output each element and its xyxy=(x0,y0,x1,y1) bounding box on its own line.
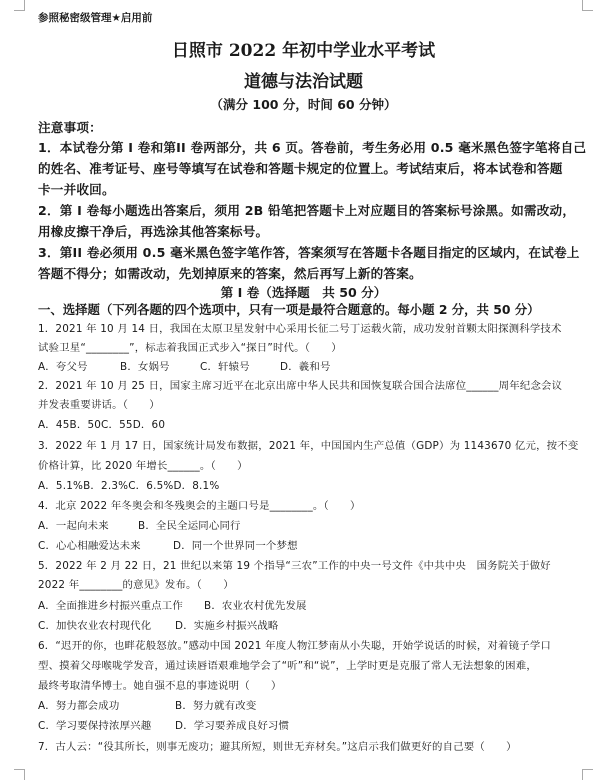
notice-1-line3: 卡一并收回。 xyxy=(38,182,115,197)
question-6-option-d: D．学习要养成良好习惯 xyxy=(175,720,290,732)
notice-heading: 注意事项： xyxy=(38,120,102,135)
corner-mark-bottom-right xyxy=(582,769,593,780)
question-1-option-b: B．女娲号 xyxy=(120,361,170,373)
question-5-option-b: B．农业农村优先发展 xyxy=(204,600,307,612)
question-1-options xyxy=(38,358,558,372)
question-6-options-row1 xyxy=(38,697,558,711)
question-4-options-row2 xyxy=(38,537,558,551)
notice-3-line1: 3．第II 卷必须用 0.5 毫米黑色签字笔作答，答案须写在答题卡各题目指定的区域内，在试卷上 xyxy=(38,245,580,260)
question-4-line1: 4．北京 2022 年冬奥会和冬残奥会的主题口号是________。（ ） xyxy=(38,500,361,512)
question-5-option-a: A．全面推进乡村振兴重点工作 xyxy=(38,600,183,612)
question-4-option-d: D．同一个世界同一个梦想 xyxy=(173,540,298,552)
question-2-options: A．45B．50C．55D．60 xyxy=(38,419,166,431)
corner-mark-bottom-left xyxy=(14,769,25,780)
question-4-option-a: A．一起向未来 xyxy=(38,520,109,532)
question-1-line2: 试验卫星“________”，标志着我国正式步入“探日”时代。（ ） xyxy=(38,342,342,354)
notice-2-line2: 用橡皮擦干净后，再选涂其他答案标号。 xyxy=(38,224,269,239)
section-title: 第 I 卷（选择题 共 50 分） xyxy=(220,285,387,300)
question-4-option-b: B．全民全运同心同行 xyxy=(138,520,241,532)
question-6-line3: 最终考取清华博士。她自强不息的事迹说明（ ） xyxy=(38,680,282,692)
question-6-line2: 型、摸着父母喉咙学发音，通过读唇语艰难地学会了“听”和“说”，上学时更是克服了常人无法想象的困难， xyxy=(38,660,537,672)
question-5-options-row1 xyxy=(38,597,558,611)
question-1-line1: 1．2021 年 10 月 14 日，我国在太原卫星发射中心采用长征二号丁运载火箭，成功发射首颗太阳探测科学技术 xyxy=(38,323,562,335)
question-5-option-d: D．实施乡村振兴战略 xyxy=(175,620,279,632)
question-1-option-d: D．羲和号 xyxy=(280,361,331,373)
question-3-options: A．5.1%B．2.3%C．6.5%D．8.1% xyxy=(38,480,220,492)
question-3-line2: 价格计算，比 2020 年增长______。（ ） xyxy=(38,460,248,472)
question-5-line1: 5．2022 年 2 月 22 日，21 世纪以来第 19 个指导“三农”工作的中央一号文件《中共中央 国务院关于做好 xyxy=(38,560,551,572)
question-6-options-row2 xyxy=(38,717,558,731)
corner-mark-top-right xyxy=(582,0,593,11)
question-4-options-row1 xyxy=(38,517,558,531)
question-2-line2: 并发表重要讲话。（ ） xyxy=(38,399,160,411)
question-6-line1: 6．“迟开的你，也畔花般怒放。”感动中国 2021 年度人物江梦南从小失聪，开始学说话的时候，对着镜子学口 xyxy=(38,640,552,652)
question-6-option-c: C．学习要保持浓厚兴趣 xyxy=(38,720,152,732)
question-6-option-b: B．努力就有改变 xyxy=(175,700,257,712)
notice-3-line2: 答题不得分；如需改动，先划掉原来的答案，然后再写上新的答案。 xyxy=(38,266,422,281)
question-4-option-c: C．心心相融爱达未来 xyxy=(38,540,141,552)
part-heading: 一、选择题（下列各题的四个选项中，只有一项是最符合题意的。每小题 2 分，共 50 分） xyxy=(38,302,540,317)
question-5-options-row2 xyxy=(38,617,558,631)
question-1-option-c: C．轩辕号 xyxy=(200,361,250,373)
question-1-option-a: A．夸父号 xyxy=(38,361,88,373)
question-7-line1: 7．古人云：“役其所长，则事无废功；避其所短，则世无弃材矣。”这启示我们做更好的自己要（ ） xyxy=(38,741,517,753)
question-6-option-a: A．努力都会成功 xyxy=(38,700,120,712)
question-3-line1: 3．2022 年 1 月 17 日，国家统计局发布数据，2021 年，中国国内生产总值（GDP）为 1143670 亿元，按不变 xyxy=(38,440,579,452)
notice-1-line2: 的姓名、准考证号、座号等填写在试卷和答题卡规定的位置上。考试结束后，将本试卷和答题 xyxy=(38,161,563,176)
subject-title: 道德与法治试题 xyxy=(244,72,363,92)
question-5-line2: 2022 年________的意见》发布。（ ） xyxy=(38,579,234,591)
question-2-line1: 2．2021 年 10 月 25 日，国家主席习近平在北京出席中华人民共和国恢复联合国合法席位______周年纪念会议 xyxy=(38,380,563,392)
confidential-label: 参照秘密级管理★启用前 xyxy=(38,12,153,24)
score-time: （满分 100 分，时间 60 分钟） xyxy=(210,97,397,112)
exam-title: 日照市 2022 年初中学业水平考试 xyxy=(171,41,436,61)
notice-2-line1: 2．第 I 卷每小题选出答案后，须用 2B 铅笔把答题卡上对应题目的答案标号涂黑。如需改动， xyxy=(38,203,576,218)
corner-mark-top-left xyxy=(14,0,25,11)
notice-1-line1: 1．本试卷分第 I 卷和第II 卷两部分，共 6 页。答卷前，考生务必用 0.5 毫米黑色签字笔将自己 xyxy=(38,140,587,155)
question-5-option-c: C．加快农业农村现代化 xyxy=(38,620,152,632)
